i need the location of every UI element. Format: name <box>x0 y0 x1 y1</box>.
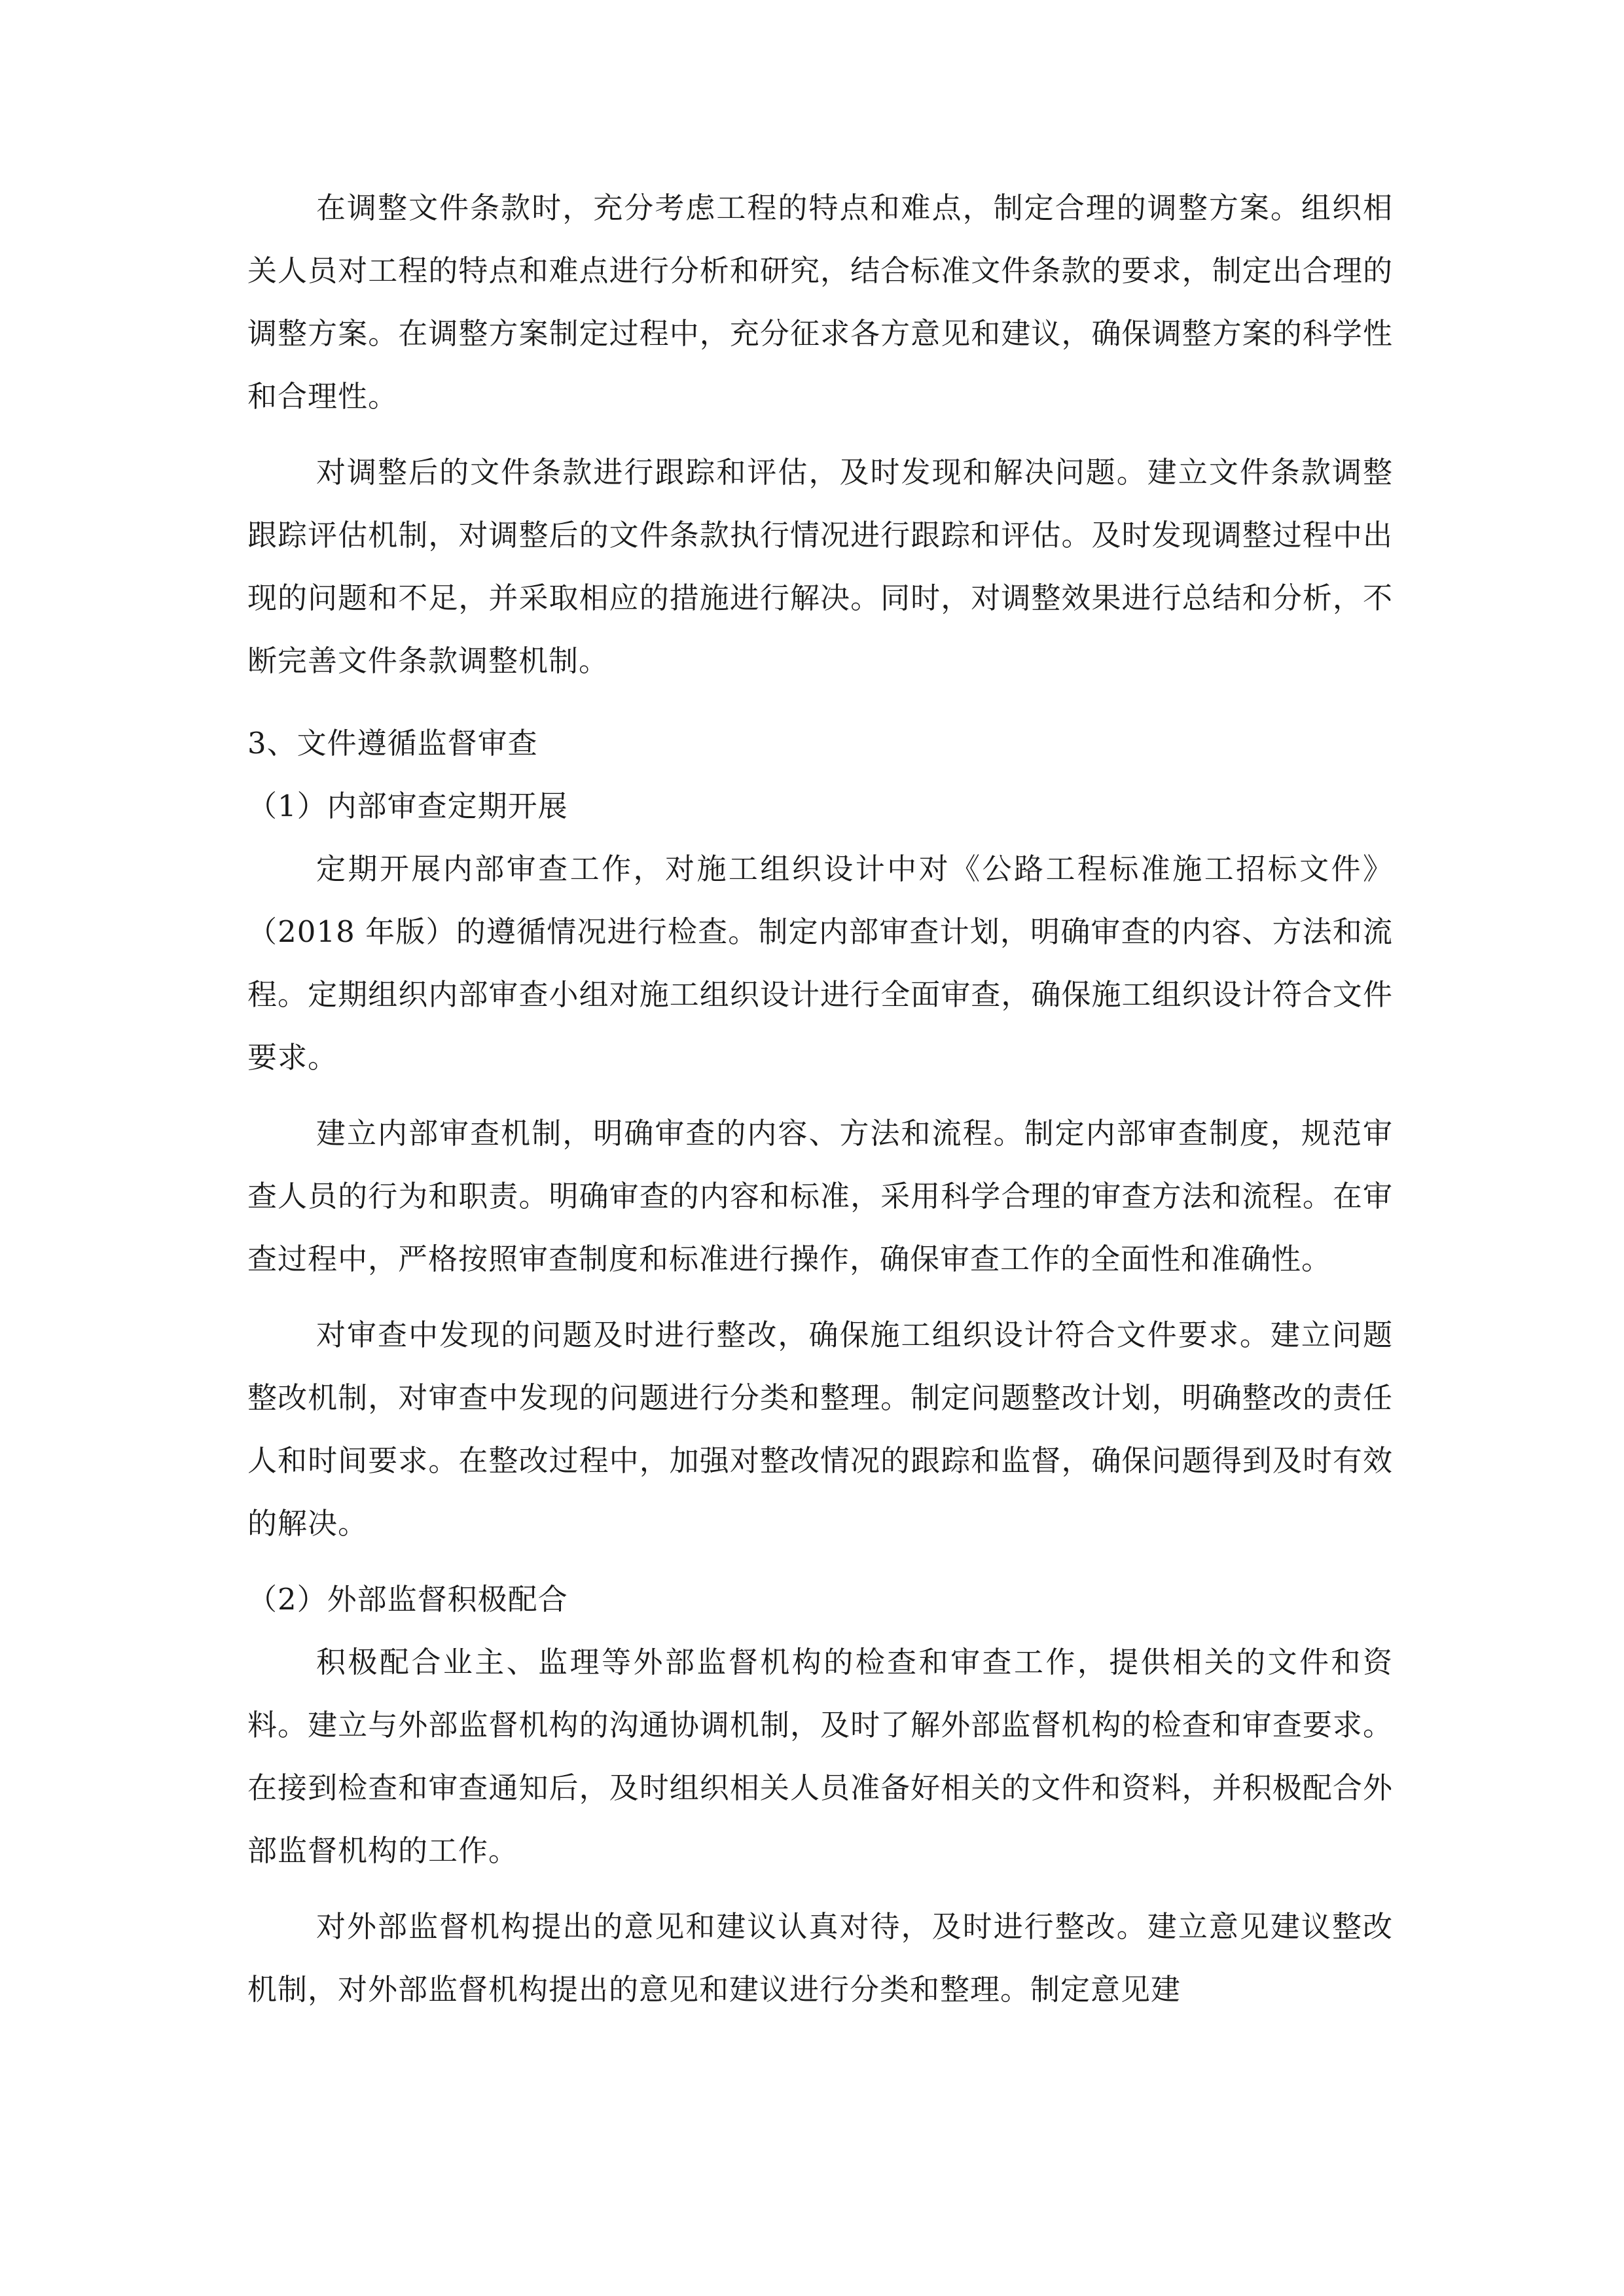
paragraph-problem-rectification: 对审查中发现的问题及时进行整改，确保施工组织设计符合文件要求。建立问题整改机制，对审查中发现的问题进行分类和整理。制定问题整改计划，明确整改的责任人和时间要求。在整改过程中，加强对整改情况的跟踪和监督，确保问题得到及时有效的解决。 <box>247 1318 1393 1541</box>
subsection-heading-1: （1）内部审查定期开展 <box>247 789 568 823</box>
document-page <box>247 177 1393 2021</box>
paragraph-internal-review-schedule: 定期开展内部审查工作，对施工组织设计中对《公路工程标准施工招标文件》（2018 年版）的遵循情况进行检查。制定内部审查计划，明确审查的内容、方法和流程。定期组织内部审查小组对施工组织设计进行全面审查，确保施工组织设计符合文件要求。 <box>247 852 1393 1075</box>
section-heading-3: 3、文件遵循监督审查 <box>247 726 538 761</box>
paragraph-adjustment-plan: 在调整文件条款时，充分考虑工程的特点和难点，制定合理的调整方案。组织相关人员对工程的特点和难点进行分析和研究，结合标准文件条款的要求，制定出合理的调整方案。在调整方案制定过程中，充分征求各方意见和建议，确保调整方案的科学性和合理性。 <box>247 190 1393 414</box>
subsection-heading-2: （2）外部监督积极配合 <box>247 1582 568 1617</box>
paragraph-adjustment-tracking: 对调整后的文件条款进行跟踪和评估，及时发现和解决问题。建立文件条款调整跟踪评估机制，对调整后的文件条款执行情况进行跟踪和评估。及时发现调整过程中出现的问题和不足，并采取相应的措施进行解决。同时，对调整效果进行总结和分析，不断完善文件条款调整机制。 <box>247 455 1393 678</box>
paragraph-external-feedback: 对外部监督机构提出的意见和建议认真对待，及时进行整改。建立意见建议整改机制，对外部监督机构提出的意见和建议进行分类和整理。制定意见建 <box>247 1909 1393 2007</box>
paragraph-internal-review-mechanism: 建立内部审查机制，明确审查的内容、方法和流程。制定内部审查制度，规范审查人员的行为和职责。明确审查的内容和标准，采用科学合理的审查方法和流程。在审查过程中，严格按照审查制度和标准进行操作，确保审查工作的全面性和准确性。 <box>247 1116 1393 1276</box>
paragraph-external-cooperation: 积极配合业主、监理等外部监督机构的检查和审查工作，提供相关的文件和资料。建立与外部监督机构的沟通协调机制，及时了解外部监督机构的检查和审查要求。在接到检查和审查通知后，及时组织相关人员准备好相关的文件和资料，并积极配合外部监督机构的工作。 <box>247 1645 1393 1868</box>
